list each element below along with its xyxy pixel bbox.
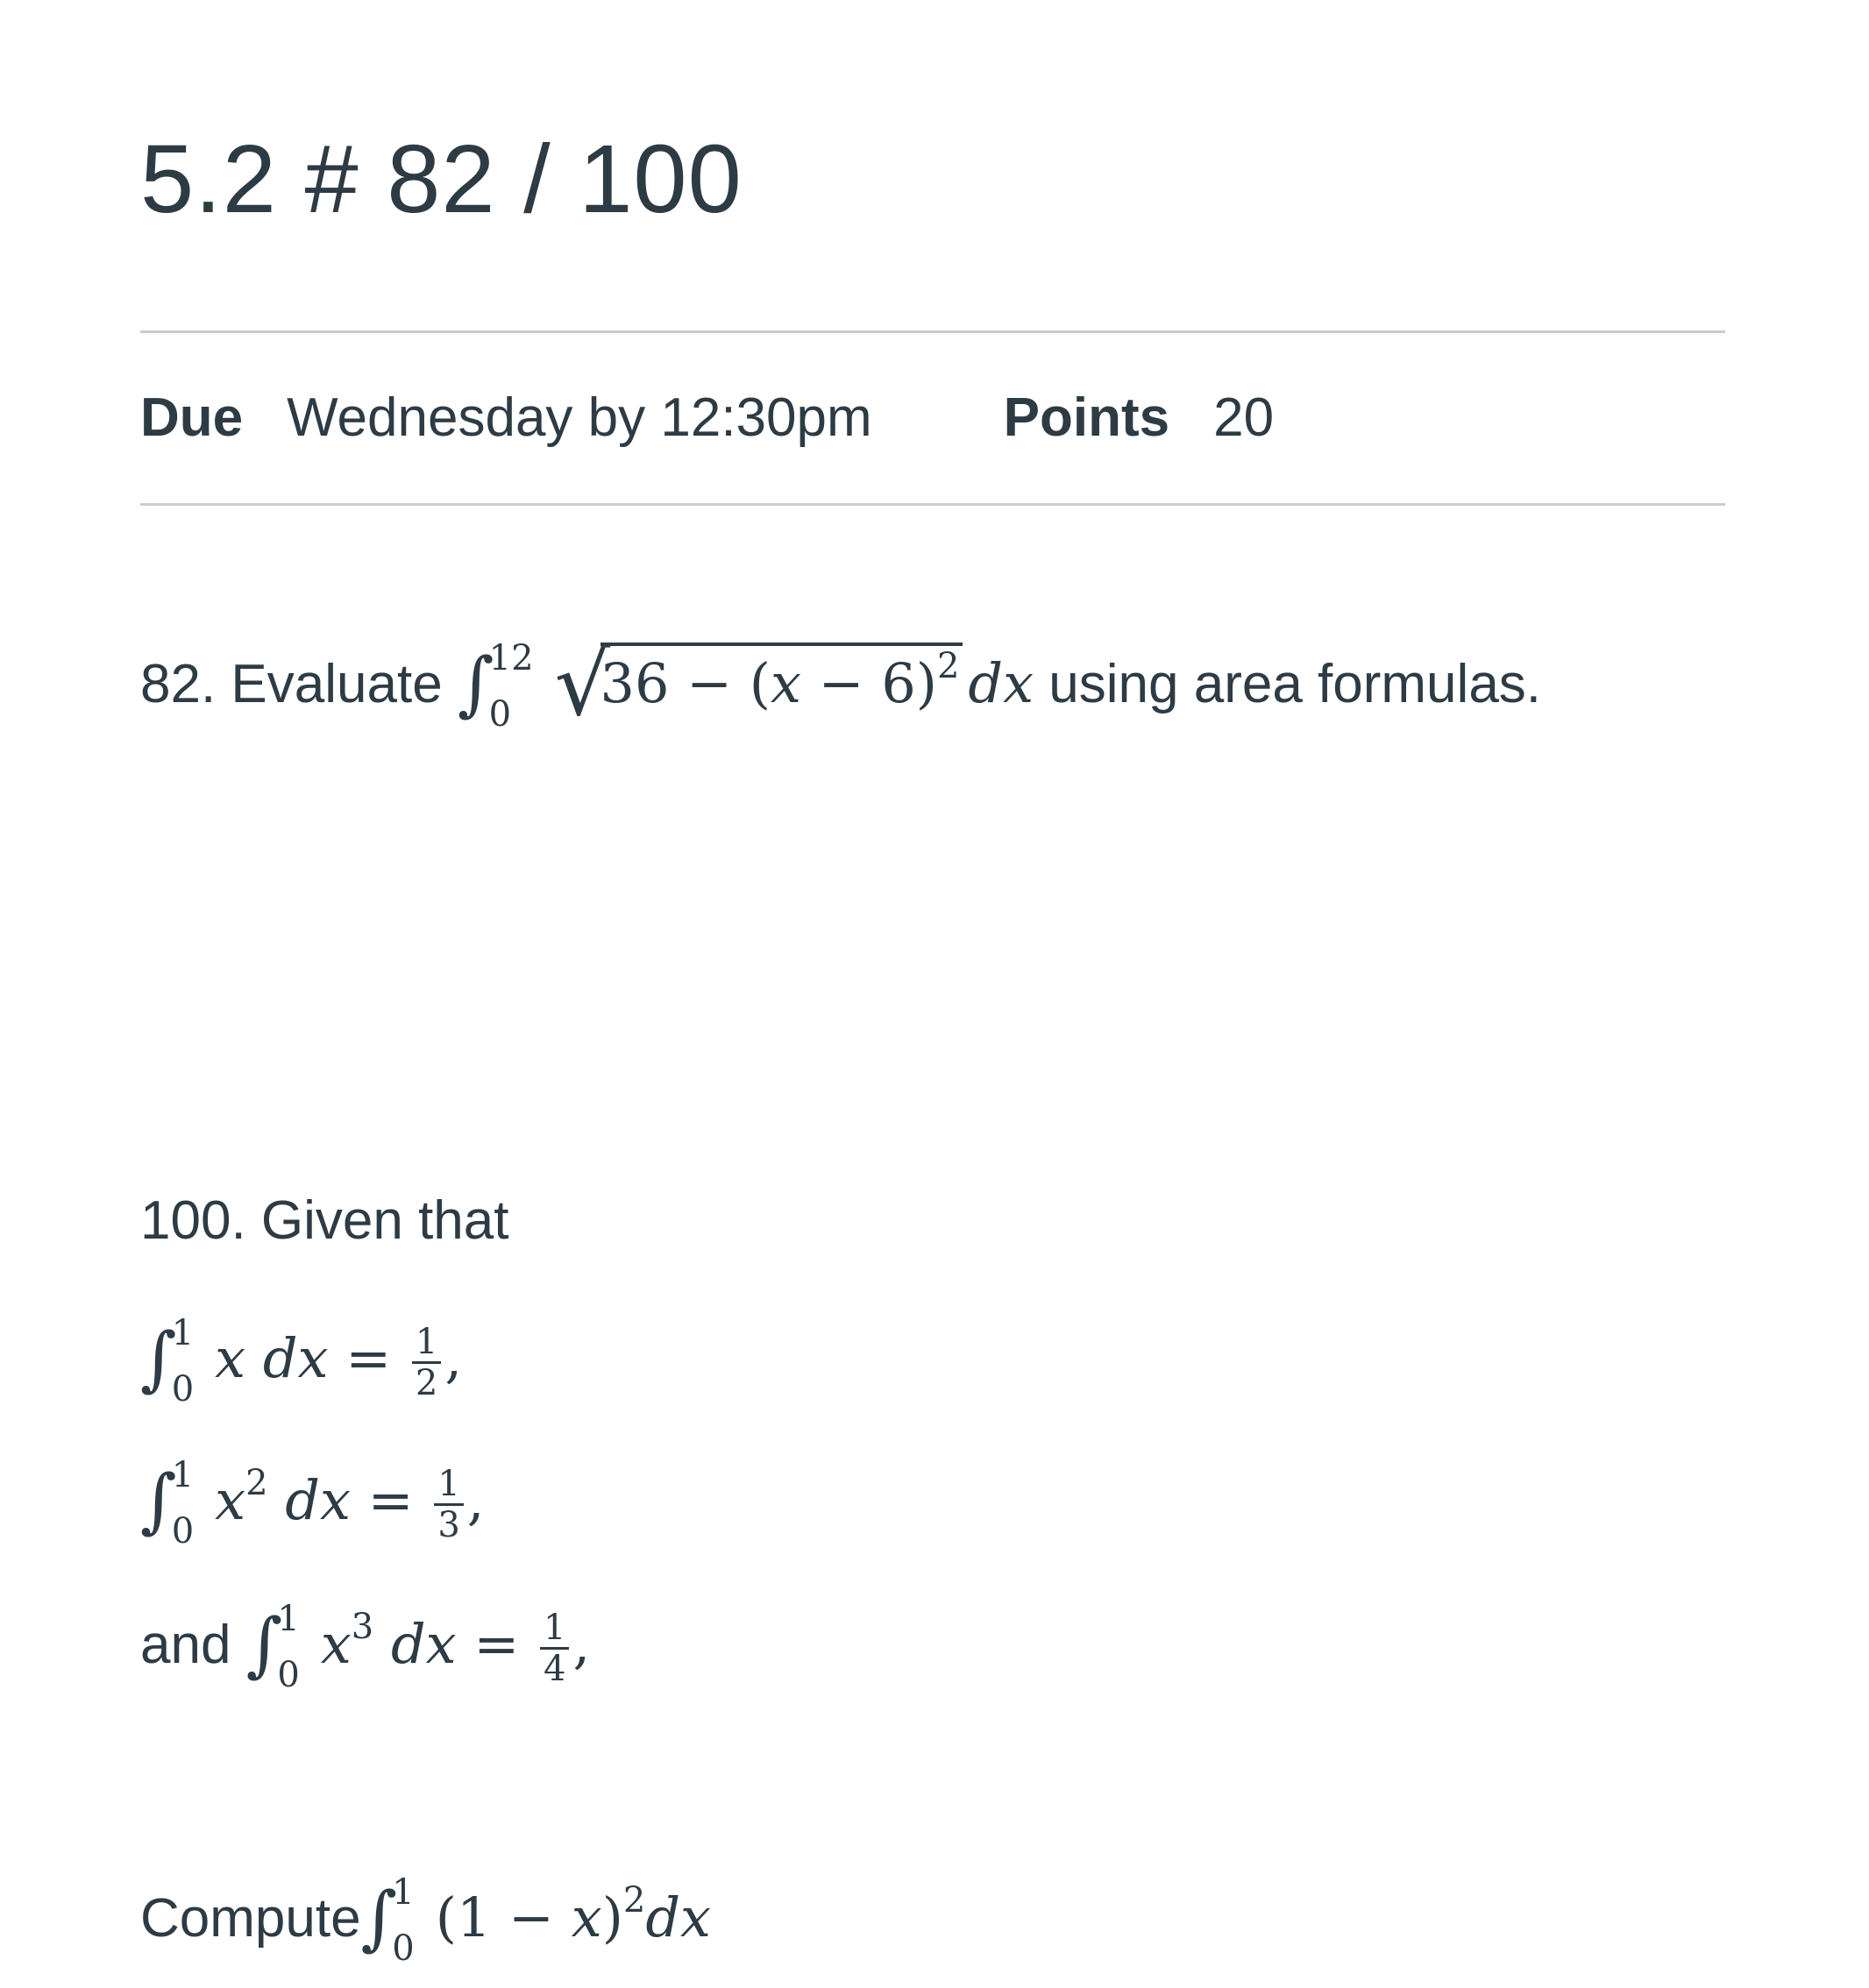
variable-x: x xyxy=(320,1612,352,1676)
integral-limits xyxy=(171,1312,195,1409)
problem-82 xyxy=(140,633,1542,735)
given-integral-2 xyxy=(140,1454,485,1551)
divider-top xyxy=(140,330,1725,333)
given-integral-1 xyxy=(140,1312,463,1409)
radical-icon: √ xyxy=(554,633,611,735)
lower-limit: 0 xyxy=(171,1368,195,1409)
exponent: 3 xyxy=(351,1607,374,1647)
variable-x: x xyxy=(770,651,801,715)
lower-limit: 0 xyxy=(392,1928,415,1969)
divider-bottom xyxy=(140,503,1725,506)
radicand-part: − 6) xyxy=(800,651,937,715)
denominator: 3 xyxy=(437,1505,460,1546)
upper-limit: 12 xyxy=(488,637,534,678)
points-label: Points xyxy=(1003,387,1170,448)
upper-limit: 1 xyxy=(171,1312,195,1353)
lower-limit: 0 xyxy=(277,1654,300,1695)
upper-limit: 1 xyxy=(277,1598,300,1639)
numerator: 1 xyxy=(434,1466,463,1506)
points-value: 20 xyxy=(1213,387,1275,448)
compute-line xyxy=(140,1871,711,1969)
differential: dx xyxy=(390,1612,457,1676)
exponent: 2 xyxy=(245,1463,268,1503)
fraction xyxy=(412,1322,441,1404)
problem-82-prefix: 82. Evaluate xyxy=(140,654,443,714)
integrand: x dx xyxy=(215,1326,329,1390)
given-integral-3 xyxy=(140,1598,591,1695)
comma: , xyxy=(466,1468,485,1532)
variable-x: x xyxy=(215,1468,246,1532)
radicand-part: 36 − ( xyxy=(600,651,771,715)
upper-limit: 1 xyxy=(171,1454,195,1495)
square-root xyxy=(554,633,963,735)
and-word: and xyxy=(140,1615,231,1675)
integral-sign: ∫ xyxy=(140,1317,177,1399)
integral-limits xyxy=(277,1598,300,1695)
problem-100-intro: 100. Given that xyxy=(140,1190,509,1251)
lower-limit: 0 xyxy=(171,1510,195,1551)
integral-sign: ∫ xyxy=(245,1603,283,1685)
numerator: 1 xyxy=(540,1610,569,1650)
due-label: Due xyxy=(140,387,244,448)
denominator: 4 xyxy=(544,1649,566,1690)
due-date: Wednesday by 12:30pm xyxy=(287,387,872,448)
fraction xyxy=(540,1608,569,1690)
integral-sign: ∫ xyxy=(140,1459,177,1541)
equals-sign: = xyxy=(345,1326,392,1390)
compute-word: Compute xyxy=(140,1888,361,1949)
exponent: 2 xyxy=(622,1880,646,1921)
integral-limits xyxy=(392,1871,415,1969)
differential: dx xyxy=(645,1885,711,1949)
integral-limits xyxy=(488,637,534,735)
differential: dx xyxy=(968,651,1034,715)
comma: , xyxy=(572,1612,591,1676)
integral-limits xyxy=(171,1454,195,1551)
integral-sign: ∫ xyxy=(457,643,494,724)
exponent: 2 xyxy=(936,646,960,686)
equals-sign: = xyxy=(367,1468,414,1532)
integral-sign: ∫ xyxy=(360,1877,398,1958)
variable-x: x xyxy=(571,1885,602,1949)
integrand-part: (1 − xyxy=(435,1885,572,1949)
page-title: 5.2 # 82 / 100 xyxy=(140,125,743,233)
upper-limit: 1 xyxy=(392,1871,415,1913)
problem-82-suffix: using area formulas. xyxy=(1048,654,1542,714)
numerator: 1 xyxy=(412,1324,441,1364)
lower-limit: 0 xyxy=(488,693,512,735)
assignment-details xyxy=(140,387,1275,448)
comma: , xyxy=(444,1326,463,1390)
fraction xyxy=(434,1464,463,1546)
denominator: 2 xyxy=(415,1363,438,1404)
equals-sign: = xyxy=(473,1612,520,1676)
close-paren: ) xyxy=(601,1885,623,1949)
differential: dx xyxy=(285,1468,351,1532)
